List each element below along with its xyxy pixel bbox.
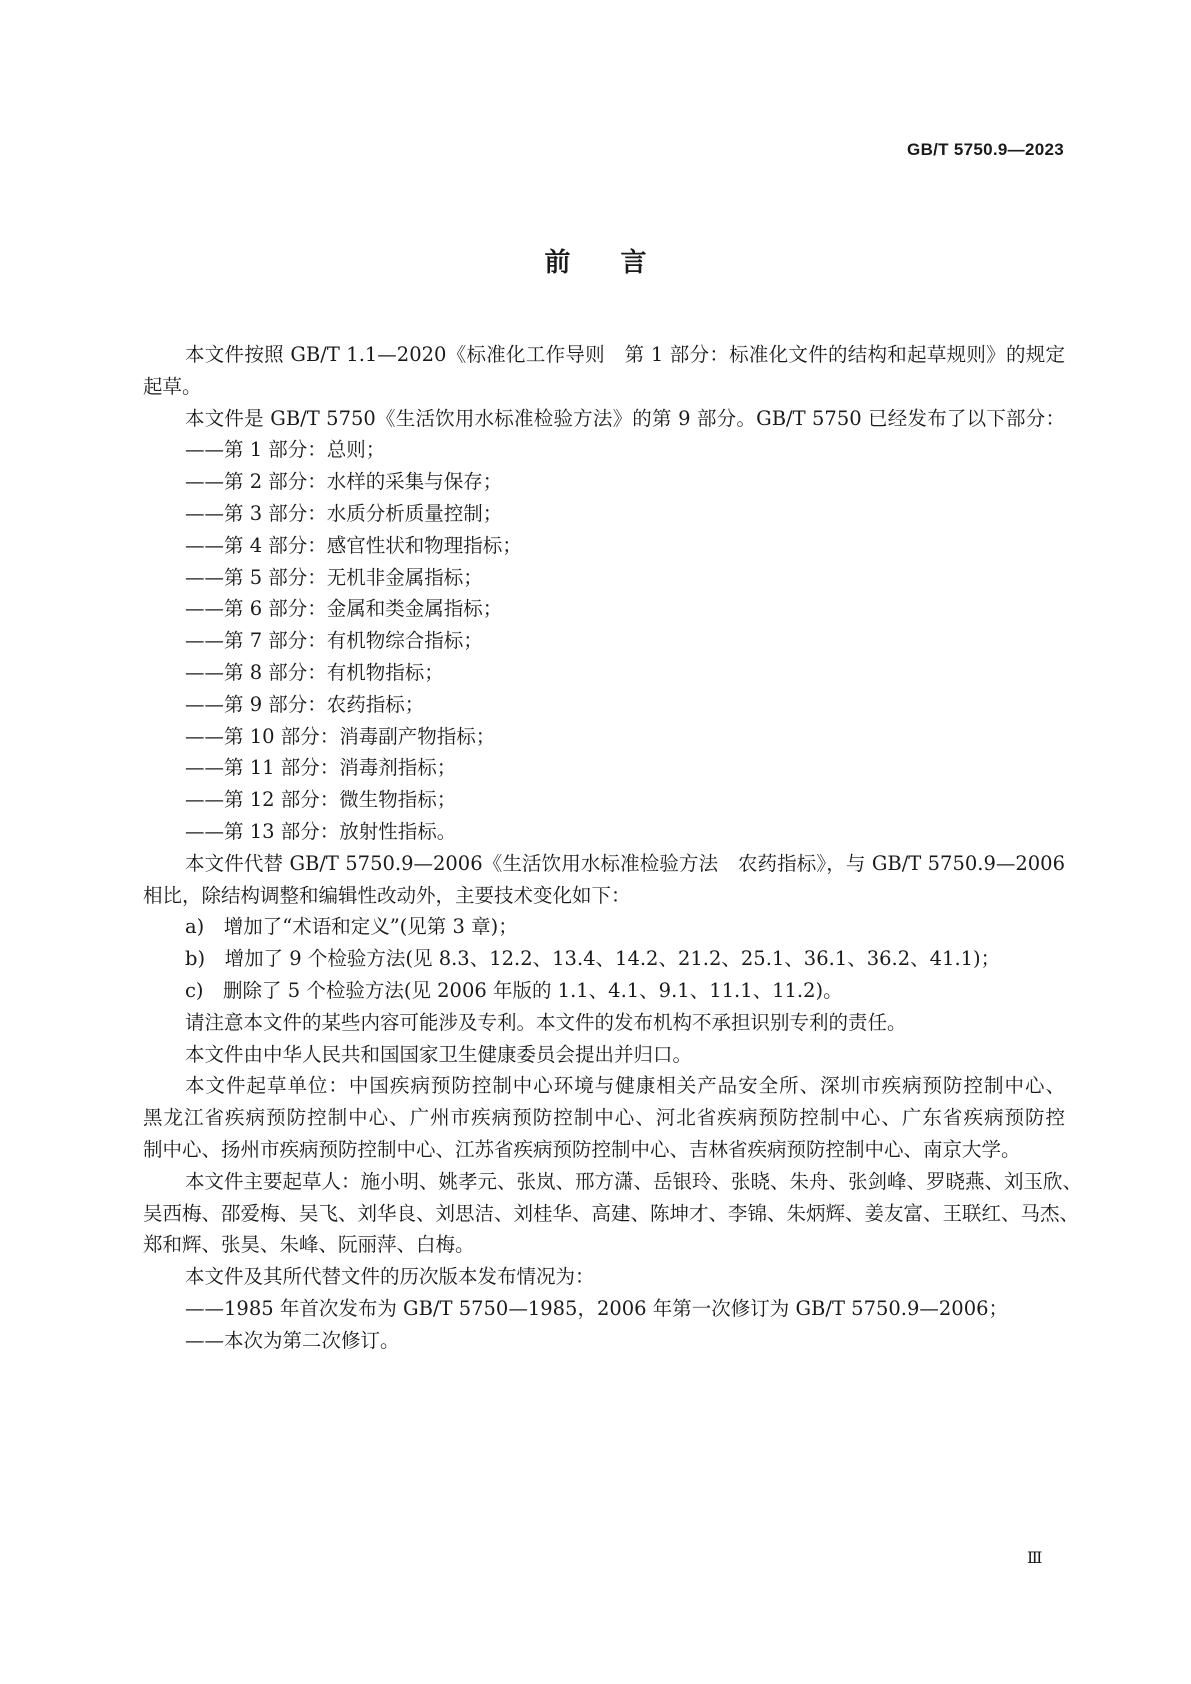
page-title: 前言 [544, 248, 697, 278]
part-list-item: ——第 8 部分：有机物指标； [185, 660, 444, 684]
foreword-body [143, 339, 1083, 1357]
standard-number-header: GB/T 5750.9—2023 [907, 140, 1064, 159]
part-list-item: ——第 9 部分：农药指标； [185, 692, 425, 716]
drafting-units-line: 制中心、扬州市疾病预防控制中心、江苏省疾病预防控制中心、吉林省疾病预防控制中心、南京大学。 [143, 1137, 1021, 1161]
history-item: ——1985 年首次发布为 GB/T 5750—1985，2006 年第一次修订为 GB/T 5750.9—2006； [185, 1296, 1009, 1320]
drafters-line: 本文件主要起草人：施小明、姚孝元、张岚、邢方潇、岳银玲、张晓、朱舟、张剑峰、罗晓燕、刘玉欣、 [185, 1169, 1083, 1193]
part-list-item: ——第 4 部分：感官性状和物理指标； [185, 533, 522, 557]
drafting-units-line: 黑龙江省疾病预防控制中心、广州市疾病预防控制中心、河北省疾病预防控制中心、广东省疾病预防控 [143, 1106, 1065, 1130]
change-list-item: c) 删除了 5 个检验方法(见 2006 年版的 1.1、4.1、9.1、11.1、11.2)。 [185, 978, 843, 1002]
change-list-item: b) 增加了 9 个检验方法(见 8.3、12.2、13.4、14.2、21.2、25.1、36.1、36.2、41.1)； [185, 947, 1001, 971]
drafters-line: 吴西梅、邵爱梅、吴飞、刘华良、刘思洁、刘桂华、高建、陈坤才、李锦、朱炳辉、姜友富、王联红、马杰、 [143, 1201, 1080, 1225]
part-list-item: ——第 10 部分：消毒副产物指标； [185, 724, 496, 748]
page-number: Ⅲ [1027, 1548, 1043, 1567]
part-list-item: ——第 1 部分：总则； [185, 438, 386, 462]
paragraph-line: 起草。 [143, 374, 202, 398]
part-list-item: ——第 5 部分：无机非金属指标； [185, 565, 483, 589]
drafters-line: 郑和辉、张昊、朱峰、阮丽萍、白梅。 [143, 1233, 475, 1257]
change-list-item: a) 增加了“术语和定义”(见第 3 章)； [185, 915, 518, 939]
history-item: ——本次为第二次修订。 [185, 1328, 400, 1352]
patent-notice: 请注意本文件的某些内容可能涉及专利。本文件的发布机构不承担识别专利的责任。 [185, 1010, 907, 1034]
history-intro: 本文件及其所代替文件的历次版本发布情况为： [185, 1265, 595, 1289]
paragraph-line: 相比，除结构调整和编辑性改动外，主要技术变化如下： [143, 883, 631, 907]
drafting-units-line: 本文件起草单位：中国疾病预防控制中心环境与健康相关产品安全所、深圳市疾病预防控制中心、 [185, 1074, 1065, 1098]
paragraph-line: 本文件按照 GB/T 1.1—2020《标准化工作导则 第 1 部分：标准化文件的结构和起草规则》的规定 [185, 343, 1065, 366]
proposer-statement: 本文件由中华人民共和国国家卫生健康委员会提出并归口。 [185, 1042, 693, 1066]
paragraph-line: 本文件代替 GB/T 5750.9—2006《生活饮用水标准检验方法 农药指标》，与 GB/T 5750.9—2006 [185, 851, 1065, 875]
part-list-item: ——第 12 部分：微生物指标； [185, 788, 457, 812]
paragraph-line: 本文件是 GB/T 5750《生活饮用水标准检验方法》的第 9 部分。GB/T 5750 已经发布了以下部分： [185, 406, 1065, 430]
part-list-item: ——第 6 部分：金属和类金属指标； [185, 597, 503, 621]
part-list-item: ——第 13 部分：放射性指标。 [185, 819, 457, 843]
part-list-item: ——第 3 部分：水质分析质量控制； [185, 501, 503, 525]
part-list-item: ——第 2 部分：水样的采集与保存； [185, 470, 503, 494]
part-list-item: ——第 11 部分：消毒剂指标； [185, 756, 457, 780]
part-list-item: ——第 7 部分：有机物综合指标； [185, 629, 483, 653]
